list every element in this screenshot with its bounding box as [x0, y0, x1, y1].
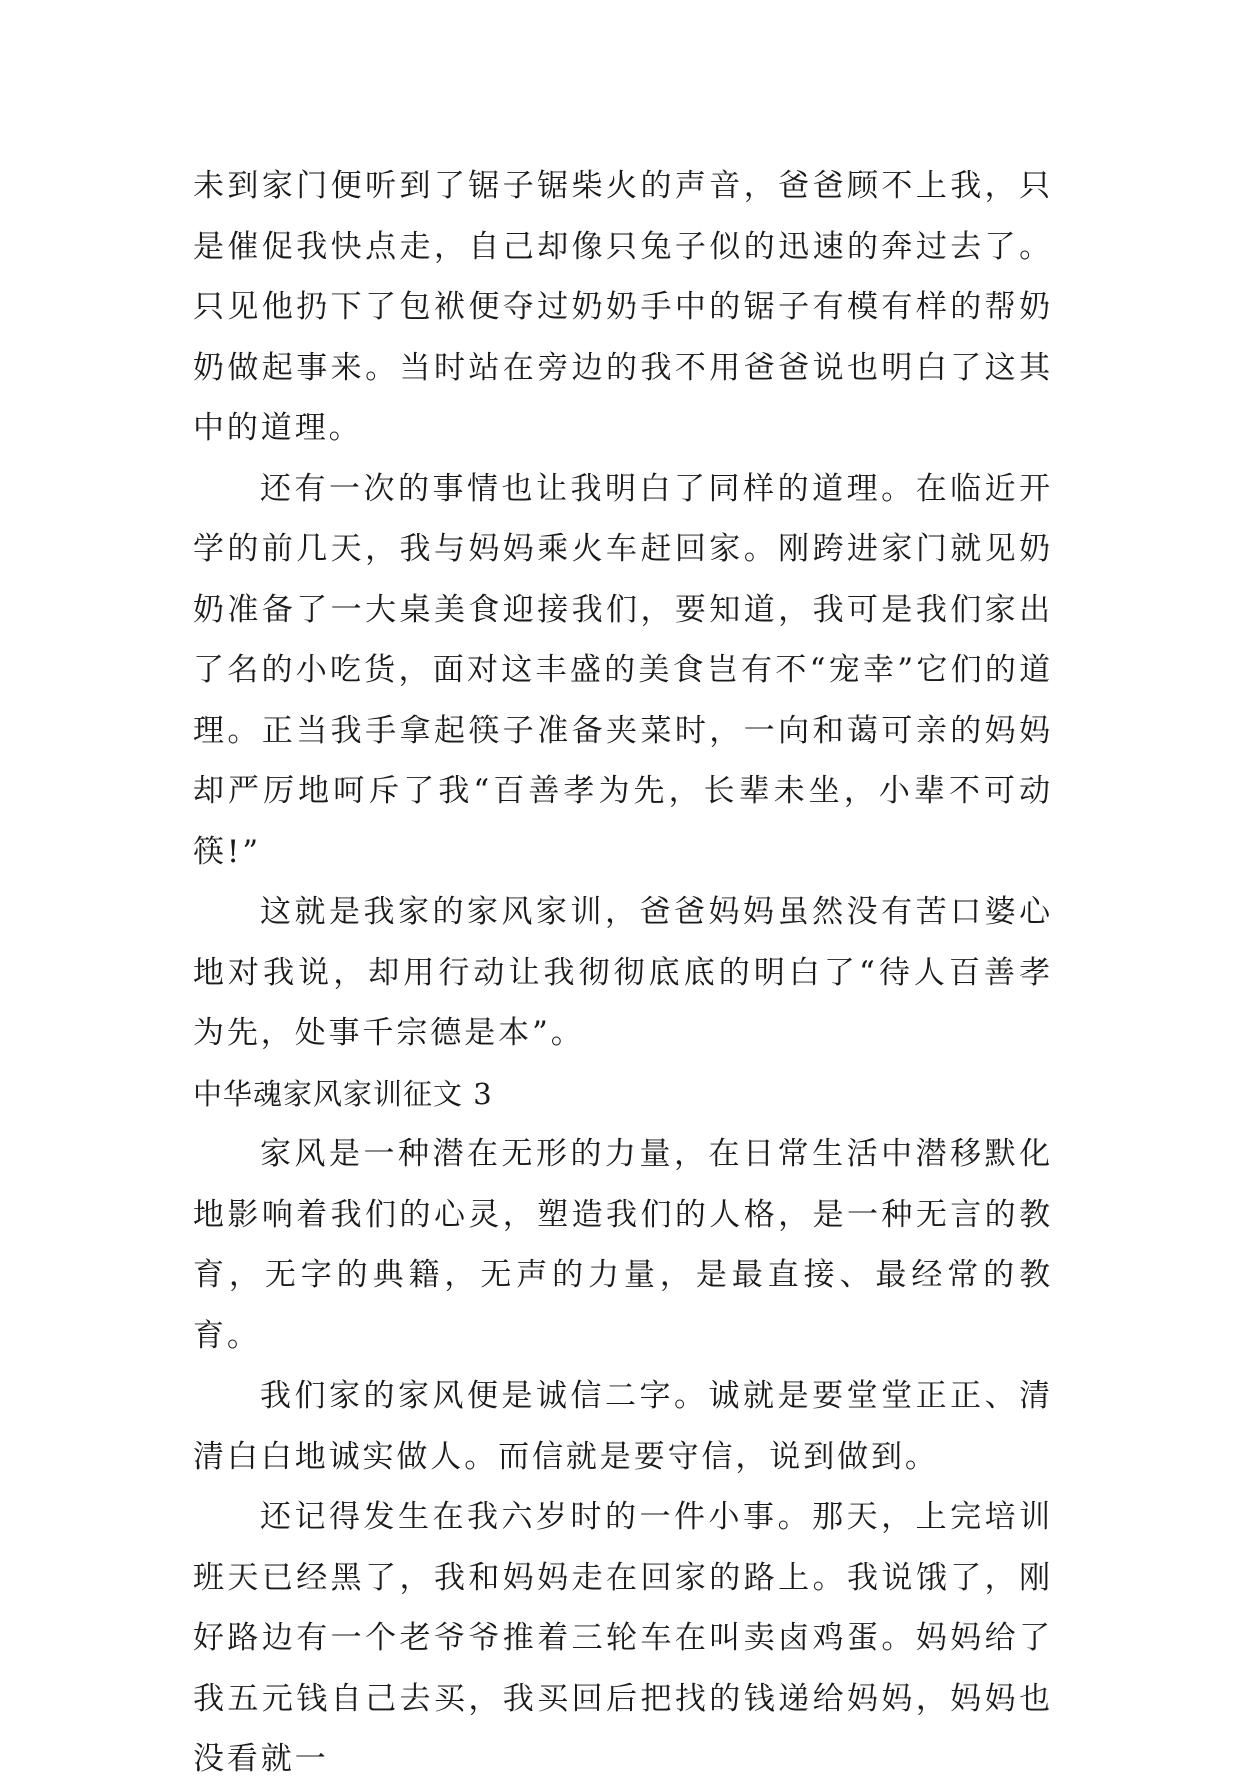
paragraph: 未到家门便听到了锯子锯柴火的声音，爸爸顾不上我，只是催促我快点走，自己却像只兔子似的迅速的奔过去了。只见他扔下了包袱便夺过奶奶手中的锯子有模有样的帮奶奶做起事来。当时站在旁边的我不用爸爸说也明白了这其中的道理。	[193, 168, 1053, 446]
paragraph: 还有一次的事情也让我明白了同样的道理。在临近开学的前几天，我与妈妈乘火车赶回家。刚跨进家门就见奶奶准备了一大桌美食迎接我们，要知道，我可是我们家出了名的小吃货，面对这丰盛的美食岂有不“宠幸”它们的道理。正当我手拿起筷子准备夹菜时，一向和蔼可亲的妈妈却严厉地呵斥了我“百善孝为先，长辈未坐，小辈不可动筷!”	[193, 470, 1053, 870]
paragraph: 家风是一种潜在无形的力量，在日常生活中潜移默化地影响着我们的心灵，塑造我们的人格，是一种无言的教育，无字的典籍，无声的力量，是最直接、最经常的教育。	[193, 1136, 1053, 1354]
paragraph: 还记得发生在我六岁时的一件小事。那天，上完培训班天已经黑了，我和妈妈走在回家的路上。我说饿了，刚好路边有一个老爷爷推着三轮车在叫卖卤鸡蛋。妈妈给了我五元钱自己去买，我买回后把找的钱递给妈妈，妈妈也没看就一	[193, 1499, 1053, 1777]
paragraph: 这就是我家的家风家训，爸爸妈妈虽然没有苦口婆心地对我说，却用行动让我彻彻底底的明白了“待人百善孝为先，处事千宗德是本”。	[193, 894, 1053, 1051]
paragraph: 我们家的家风便是诚信二字。诚就是要堂堂正正、清清白白地诚实做人。而信就是要守信，说到做到。	[193, 1378, 1053, 1475]
document-page	[193, 156, 1053, 1790]
section-title: 中华魂家风家训征文 3	[193, 1076, 493, 1111]
